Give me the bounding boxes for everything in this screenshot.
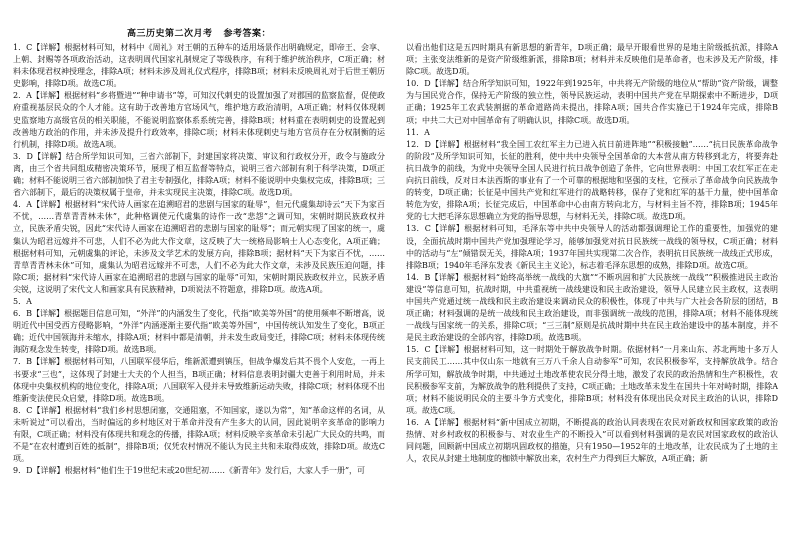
answer-item-13: 13．C【详解】根据材料可知，毛泽东等中共中央领导人的活动都强调理论工作的重要性，加强党的建设，全面抗战时期中国共产党加强理论学习，能够加强党对抗日民族统一战线的领导权，C项正确；材料中的活动与“左”倾错误无关，排除A项；1937年国共实现第二次合作，表明抗日民族统一战线正式形成，排除B项；1940年毛泽东发表《新民主主义论》，标志着毛泽东思想的成熟，排除D项。故选C项。	[406, 224, 778, 270]
right-column	[406, 42, 778, 552]
answer-item-14: 14．B【详解】根据材料“始终高举统一战线的大旗”“不断巩固和扩大民族统一战线”“积极推进民主政治建设”等信息可知，抗战时期，中共重视统一战线建设和民主政治建设，领导人民建立民主政权，这表明中国共产党通过统一战线和民主政治建设来调动民众的积极性，体现了中共与广大社会各阶层的团结，B项正确；材料强调的是统一战线和民主政治建设，而非强调统一战线的范围，排除A项；材料不能体现统一战线与国家统一的关系，排除C项；“三三制”原则是抗战时期中共在民主政治建设中的基本制度，并不是民主政治建设的全部内容，排除D项。故选B项。	[406, 272, 778, 343]
answer-item-2: 2．A【详解】根据材料“乡将暨进”“种申请书”等，可知汉代刺史的设置加强了对郡国的监察监督，促使政府重视基层民众的个人才能。这有助于改善地方官场风气，维护地方政治清明，A项正确；材料仅体现刺史监察地方高级官员的相关职能，不能说明监察体系系统完善，排除B项；材料重在表明刺史的设置起到改善地方政治的作用，并未涉及提升行政效率，排除C项；材料未体现刺史与地方官员存在分权制衡的运行机制，排除D项。故选A项。	[13, 91, 385, 149]
answer-item-9-start: 9．D【详解】根据材料“他们生于19世纪末或20世纪初……《新青年》发行后，大家人手一册”，可	[13, 466, 366, 476]
answer-item-11: 11．A	[406, 127, 430, 137]
answer-item-6: 6．B【详解】根据题目信息可知，“外洋”的内涵发生了变化，代指“欧美等外国”的使用频率不断增高，说明近代中国受西方侵略影响，“外洋”内涵逐渐主要代指“欧美等外国”，中国传统认知发生了变化，B项正确；近代中国领海并未缩水，排除A项；材料中都是清朝，并未发生政局变迁，排除C项；材料未体现传统海防观念发生转变，排除D项。故选B项。	[13, 309, 385, 355]
answer-item-16: 16．A【详解】根据材料“新中国成立初期，不断提高的政治认同表现在农民对新政权和国家政策的政治热情、对乡村政权的积极参与、对农业生产的不断投入”可以看到材料强调的是农民对国家政权的政治认同问题，回顾新中国成立初期巩固政权的措施，只有1950—1952年的土地改革，让农民成为了土地的主人，农民从封建土地制度的枷锁中解放出来，农村生产力得到巨大解放，A项正确；新	[406, 417, 778, 464]
answer-item-12: 12．D【详解】根据材料“我全国工农红军主力已进入抗日前进阵地”“积极接触”……“抗日民族革命战争的阶段”及所学知识可知，长征的胜利，使中共中央领导全国革命的大本营从南方转移到北方，将要奔赴抗日战争的前线，为党中央领导全国人民进行抗日战争创造了条件，它向世界表明：中国工农红军正在走向抗日前线，反对日本法西斯的事业有了一个可靠的根据地和坚强的支柱，它预示了革命战争向民族战争的转变，D项正确；长征是中国共产党和红军进行的战略转移，保存了党和红军的基干力量，使中国革命转危为安，排除A项；长征完成后，中国革命中心由南方转向北方，与材料主旨不符，排除B项；1945年党的七大把毛泽东思想确立为党的指导思想，与材料无关，排除C项。故选D项。	[406, 139, 778, 222]
answer-item-3: 3．D【详解】结合所学知识可知，三省六部制下，封建国家将决策、审议和行政权分开，政令与施政分离，由三个省共同组成精密决策环节，展现了相互监督等特点，说明三省六部制有利于科学决策，D项正确；材料不能说明三省六部制加快了君主专制强化，排除A项；材料不能说明中央集权完成，排除B项；三省六部制下，最后的决策权属于皇帝，并未实现民主决策，排除C项。故选D项。	[13, 151, 385, 198]
answer-item-1: 1．C【详解】根据材料可知，材料中《周礼》对王朝的五种车的适用场景作出明确规定，即帝王、会享、上朝、封赐等各项政治活动，这表明周代国家礼制规定了等级秩序，有利于维护统治秩序，C项正确；材料未体现君权神授理念，排除A项；材料未涉及周礼仪式程序，排除B项；材料未反映周礼对于后世王朝历史影响，排除D项。故选C项。	[13, 43, 385, 89]
answer-item-8: 8．C【详解】根据材料“我们乡村思想闭塞，交通阻塞，不知国家，遂以为常”，知“革命这样的名词，从未听说过”可以看出，当时偏远的乡村地区对于革命并没有产生多大的认同，因此说明辛亥革命的影响力有限，C项正确；材料没有体现共和观念的传播，排除A项；材料反映辛亥革命未引起广大民众的共鸣，而不是“在农村遭到百姓的抵制”，排除B项；仅凭农村情况不能认为民主共和未取得成效，排除D项。故选C项。	[13, 405, 385, 464]
answer-item-7: 7．B【详解】根据材料可知，八国联军侵华后，维新派遭到镇压，但战争爆发后其不畏个人安危，一再上书要求“三也”，这体现了封建士大夫的个人担当，B项正确；材料信息表明封疆大吏善于利用时局，并未体现中央集权机构的地位变化，排除A项；八国联军入侵并未导致维新运动失败，排除C项；材料体现不出维新变法使民众启蒙，排除D项。故选B项。	[13, 357, 385, 403]
answer-item-10: 10．D【详解】结合所学知识可知，1922年到1925年，中共将无产阶级的地位从“帮助”资产阶级，调整为与国民党合作，保持无产阶级的独立性，领导民族运动，表明中国共产党在早期探索中不断进步，D项正确；1925年工农武装割据的革命道路尚未提出，排除A项；国共合作实施已于1924年完成，排除B项；中共二大已对中国革命有了明确认识，排除C项。故选D项。	[406, 79, 778, 125]
answer-item-9-continued: 以看出他们这是五四时期具有新思想的新青年，D项正确；最早开眼看世界的是地主阶级抵抗派，排除A项；主张变法维新的是资产阶级维新派，排除B项；材料并未反映他们是革命者，也未涉及无产阶级，排除C项。故选D项。	[406, 43, 778, 77]
document-title: 高三历史第二次月考 参考答案：	[127, 29, 271, 39]
answer-item-5: 5．A	[13, 296, 32, 306]
answer-item-15: 15．C【详解】根据材料可知，这一时期处于解放战争时期。依据材料“一月来山东、苏北两地十多万人民支前民工……其中仅山东一地就有三万八千余人自动参军”可知，农民积极参军，支持解放战争。结合所学可知，解放战争时期，中共通过土地改革使农民分得土地，激发了农民的政治热情和生产积极性，农民积极参军支前，为解放战争的胜利提供了支持，C项正确；土地改革未发生在国共十年对峙时期，排除A项；材料不能说明民众的主要斗争方式变化，排除B项；材料没有体现出民众对民主政治的认识，排除D项。故选C项。	[406, 345, 778, 415]
left-column	[13, 42, 385, 552]
answer-item-4: 4．A【详解】根据材料“宋代诗人画家在追溯昭君的悲剧与国家的耻辱”，但元代虞集却诗云“天下为家百不忧，……青草青青林未休”，此种格调使元代虞集的诗作一改“悲怨”之调可知，宋朝时期民族政权并立，民族矛盾尖锐，因此“宋代诗人画家在追溯昭君的悲剧与国家的耻辱”；而元朝实现了国家的统一，虞集认为昭君远嫁并不可悲，人们不必为此大作文章，这反映了大一统格局影响士人心态变化，A项正确；根据材料可知，元朝虞集的评论，未涉及文学艺术的发展方向，排除B项；据材料“天下为家百不忧，……青草青青林未休”可知，虞集认为昭君远嫁并不可悲，人们不必为此大作文章，未涉及民族压迫问题，排除C项；据材料“宋代诗人画家在追溯昭君的悲剧与国家的耻辱”可知，宋朝时期民族政权并立，民族矛盾尖锐，这说明了宋代文人和画家具有民族精神，D项说法不符题意，排除D项。故选A项。	[13, 200, 385, 294]
